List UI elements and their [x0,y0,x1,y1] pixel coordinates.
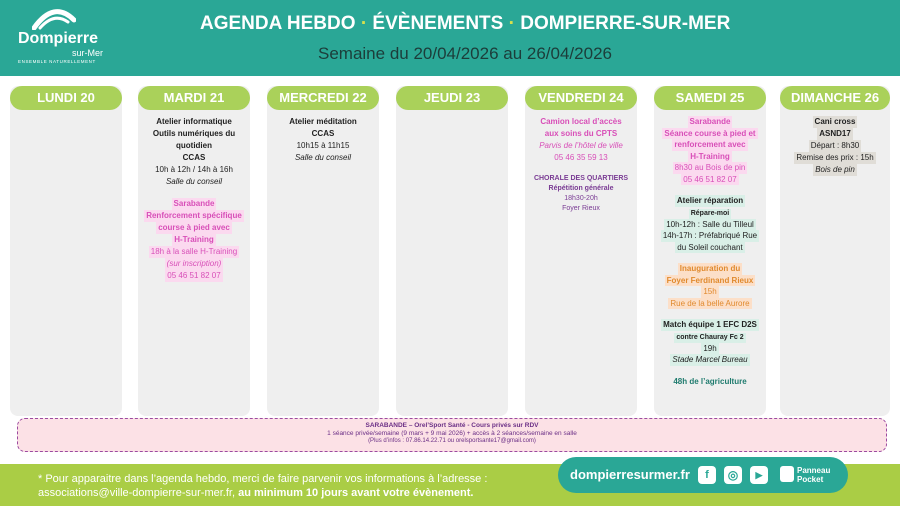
event-match[interactable] [654,319,766,366]
event-subtitle: contre Chauray Fc 2 [676,333,744,341]
day-column-vendredi [525,86,637,416]
event-place: Bois de pin [815,165,855,174]
event-subtitle: Répétition générale [548,185,614,192]
logo-tagline: ENSEMBLE NATURELLEMENT [18,59,96,64]
day-column-mercredi [267,86,379,416]
event-sarabande-mardi[interactable] [138,198,250,282]
day-column-jeudi [396,86,508,416]
event-title: H-Training [174,235,214,244]
event-place: Stade Marcel Bureau [672,355,748,364]
event-place: Foyer Rieux [562,205,600,212]
event-time: 18h à la salle H-Training [150,247,238,256]
facebook-icon[interactable]: f [698,466,716,484]
event-time: 10h15 à 11h15 [296,141,350,150]
event-title: 48h de l’agriculture [673,376,747,386]
submission-note [38,472,487,500]
event-phone[interactable]: 05 46 51 82 07 [683,174,737,184]
event-time: 18h30-20h [564,195,598,202]
logo-name: Dompierre [18,30,99,47]
contact-email[interactable]: associations@ville-dompierre-sur-mer.fr, [38,487,236,499]
day-header-vendredi: VENDREDI 24 [525,86,637,110]
day-column-dimanche [780,86,890,416]
day-header-dimanche: DIMANCHE 26 [780,86,890,110]
event-phone[interactable]: 05 46 35 59 13 [554,153,608,162]
event-cani-cross[interactable] [780,116,890,176]
title-separator: · [360,13,368,34]
event-title: Foyer Ferdinand Rieux [666,275,754,285]
day-column-lundi [10,86,122,416]
week-range: Semaine du 20/04/2026 au 26/04/2026 [318,44,612,63]
event-place: Salle du conseil [165,177,223,186]
event-organizer: ASND17 [819,129,851,138]
event-place: Parvis de l’hôtel de ville [539,141,623,150]
instagram-icon[interactable]: ◎ [724,466,742,484]
event-note: (sur inscription) [166,259,222,268]
event-title: Atelier réparation [676,196,744,205]
day-header-jeudi: JEUDI 23 [396,86,508,110]
note-line-2 [38,486,487,500]
note-deadline: au minimum 10 jours avant votre évènement. [235,487,474,499]
event-time: 10h à 12h / 14h à 16h [155,165,233,174]
title-agenda: AGENDA HEBDO [200,13,356,34]
event-title: Match équipe 1 EFC D2S [663,320,757,329]
logo-arc-icon [32,6,76,30]
event-atelier-reparation[interactable] [654,195,766,253]
event-title: Renforcement spécifique [146,211,242,220]
event-title: Sarabande [689,117,731,126]
event-time: 8h30 au Bois de pin [674,163,746,172]
event-time: 10h-12h : Salle du Tilleul [666,219,754,229]
panneau-pocket-icon [780,466,794,482]
event-time: Remise des prix : 15h [796,153,874,162]
event-time: 19h [703,343,717,353]
pp-line-2: Pocket [797,475,824,484]
event-title: Camion local d’accès [540,117,622,126]
event-time: 15h [703,287,717,296]
event-time: Départ : 8h30 [810,141,860,150]
day-header-mercredi: MERCREDI 22 [267,86,379,110]
event-place: Salle du conseil [294,153,352,162]
social-links-box [558,457,848,493]
event-organizer: CCAS [311,129,335,138]
event-atelier-meditation[interactable] [267,116,379,164]
event-title: aux soins du CPTS [544,129,618,138]
event-inauguration[interactable] [654,263,766,309]
youtube-icon[interactable]: ▶ [750,466,768,484]
event-title: H-Training [690,151,730,161]
title-separator: · [508,13,515,34]
event-title: Atelier informatique [156,117,232,126]
event-title: quotidien [176,141,212,150]
event-title: Atelier méditation [289,117,357,126]
event-title: Outils numériques du [152,129,236,138]
event-title: renforcement avec [674,140,746,149]
banner-details: 1 séance privée/semaine (9 mars + 9 mai 2026) + accès à 2 séances/semaine en salle [327,430,577,437]
event-subtitle: Répare-moi [690,209,730,217]
title-town: DOMPIERRE-SUR-MER [520,13,731,34]
event-camion-cpts[interactable] [525,116,637,164]
sarabande-banner[interactable] [17,418,887,452]
event-organizer: CCAS [182,153,206,162]
event-title: Séance course à pied et [664,128,756,138]
day-column-samedi [654,86,766,416]
note-line-1: * Pour apparaitre dans l’agenda hebdo, merci de faire parvenir vos informations à l’adresse : [38,473,488,485]
day-header-mardi: MARDI 21 [138,86,250,110]
day-header-lundi: LUNDI 20 [10,86,122,110]
title-evenements: ÉVÈNEMENTS [372,13,504,34]
event-atelier-informatique[interactable] [138,116,250,188]
event-title: CHORALE DES QUARTIERS [533,175,629,182]
panneau-pocket-label [797,466,830,484]
event-title: course à pied avec [158,223,230,232]
banner-contact: (Plus d’infos : 07.86.14.22.71 ou orelsportsante17@gmail.com) [368,438,536,444]
event-title: Sarabande [173,199,215,208]
event-time: 14h-17h : Préfabriqué Rue [662,231,758,240]
event-sarabande-samedi[interactable] [654,116,766,185]
day-header-samedi: SAMEDI 25 [654,86,766,110]
event-place: du Soleil couchant [677,242,743,252]
event-phone[interactable]: 05 46 51 82 07 [167,271,221,280]
event-title: Inauguration du [679,264,741,273]
day-column-mardi [138,86,250,416]
event-48h-agriculture[interactable] [654,376,766,388]
event-title: Cani cross [814,117,856,126]
website-link[interactable]: dompierresurmer.fr [570,467,690,482]
banner-title: SARABANDE – Orel’Sport Santé - Cours privés sur RDV [365,422,539,429]
page-title [200,13,730,35]
event-place: Rue de la belle Aurore [670,298,750,308]
pp-line-1: Panneau [797,466,831,475]
header-bar [0,0,900,76]
logo-sub: sur-Mer [72,48,103,58]
event-chorale[interactable] [525,174,637,214]
dompierre-logo[interactable] [16,6,108,66]
